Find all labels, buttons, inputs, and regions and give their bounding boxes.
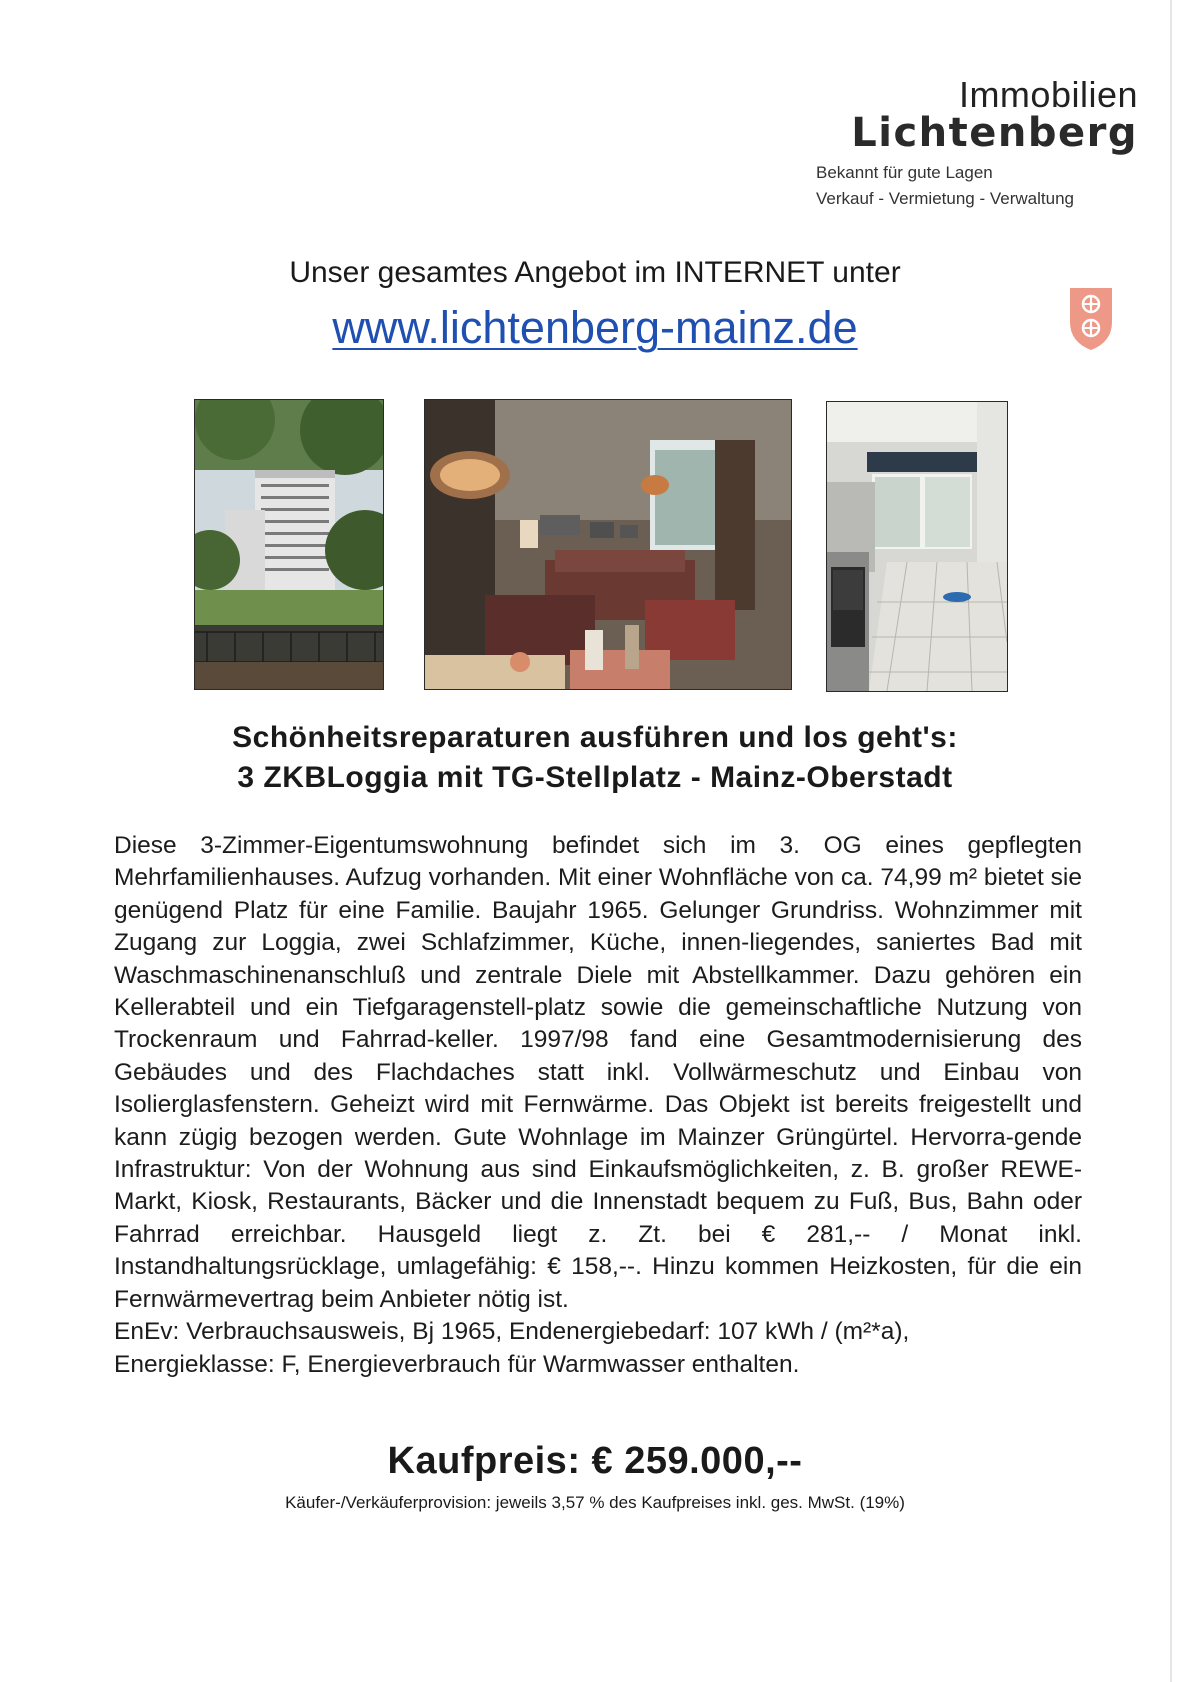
brand-tagline-2: Verkauf - Vermietung - Verwaltung bbox=[816, 189, 1074, 209]
energy-line-1: EnEv: Verbrauchsausweis, Bj 1965, Endenergiebedarf: 107 kWh / (m²*a), bbox=[114, 1318, 910, 1346]
brand-name: Lichtenberg bbox=[851, 110, 1138, 156]
website-link[interactable]: www.lichtenberg-mainz.de bbox=[332, 302, 858, 353]
mainz-wheel-crest-icon bbox=[1066, 282, 1116, 352]
website-link-row bbox=[0, 302, 1190, 354]
energy-line-2: Energieklasse: F, Energieverbrauch für Warmwasser enthalten. bbox=[114, 1350, 800, 1378]
headline-line-2: 3 ZKBLoggia mit TG-Stellplatz - Mainz-Oberstadt bbox=[237, 761, 953, 794]
page-edge bbox=[1170, 0, 1172, 1682]
photo-building-exterior bbox=[194, 399, 384, 690]
purchase-price: Kaufpreis: € 259.000,-- bbox=[387, 1440, 803, 1482]
brand-tagline bbox=[816, 160, 1138, 213]
commission-note: Käufer-/Verkäuferprovision: jeweils 3,57 % des Kaufpreises inkl. ges. MwSt. (19%) bbox=[285, 1493, 905, 1512]
headline-line-1: Schönheitsreparaturen ausführen und los geht's: bbox=[232, 721, 958, 754]
description-text: Diese 3-Zimmer-Eigentumswohnung befindet sich im 3. OG eines gepflegten Mehrfamilienhauses. Aufzug vorhanden. Mit einer Wohnfläche von ca. 74,99 m² bietet sie genügend Platz für eine Familie. Baujahr 1965. Gelunger Grundriss. Wohnzimmer mit Zugang zur Loggia, zwei Schlafzimmer, Küche, innen-liegendes, saniertes Bad mit Waschmaschinenanschluß und zentrale Diele mit Abstellkammer. Dazu gehören ein Kellerabteil und ein Tiefgaragenstell-platz sowie die gemeinschaftliche Nutzung von Trockenraum und Fahrrad-keller. 1997/98 fand eine Gesamtmodernisierung des Gebäudes und des Flachdaches statt inkl. Vollwärmeschutz und Einbau von Isolierglasfenstern. Geheizt wird mit Fernwärme. Das Objekt ist bereits freigestellt und kann zügig bezogen werden. Gute Wohnlage im Mainzer Grüngürtel. Hervorra-gende Infrastruktur: Von der Wohnung aus sind Einkaufsmöglichkeiten, z. B. großer REWE-Markt, Kiosk, Restaurants, Bäcker und die Innenstadt bequem zu Fuß, Bus, Bahn oder Fahrrad erreichbar. Hausgeld liegt z. Zt. bei € 281,-- / Monat inkl. Instandhaltungsrücklage, umlagefähig: € 158,--. Hinzu kommen Heizkosten, für die ein Fernwärmevertrag beim Anbieter nötig ist. bbox=[114, 832, 1082, 1313]
brand-small-text: Immobilien bbox=[958, 74, 1138, 115]
brand-tagline-1: Bekannt für gute Lagen bbox=[816, 163, 993, 182]
brand-logo bbox=[778, 74, 1138, 213]
photo-kitchen bbox=[826, 401, 1008, 692]
listing-description bbox=[114, 830, 1082, 1381]
listing-headline bbox=[0, 718, 1190, 798]
internet-intro: Unser gesamtes Angebot im INTERNET unter bbox=[289, 256, 901, 289]
photo-living-room bbox=[424, 399, 792, 690]
